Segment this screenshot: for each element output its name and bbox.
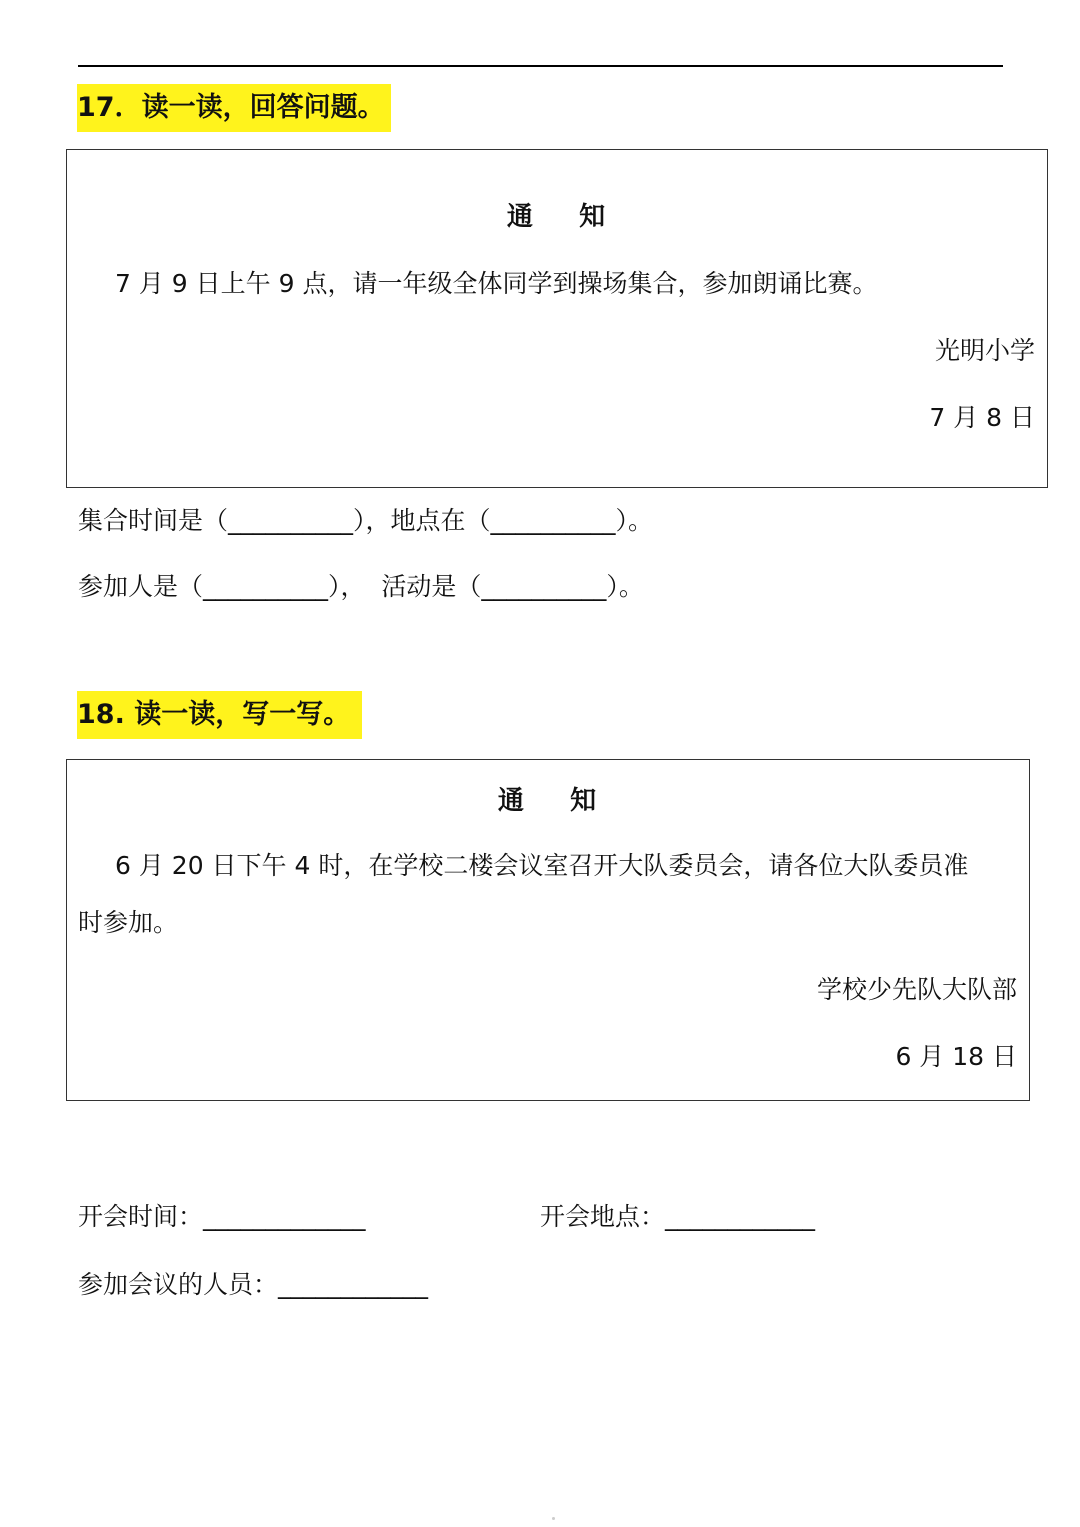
answer-meeting-people: 参加会议的人员：____________ bbox=[78, 1270, 429, 1299]
notice-heading: 通 知 bbox=[497, 786, 599, 816]
notice-date: 7 月 8 日 bbox=[929, 403, 1035, 432]
notice-signature: 光明小学 bbox=[934, 336, 1035, 365]
notice-signature: 学校少先队大队部 bbox=[816, 975, 1017, 1004]
notice-box-18 bbox=[66, 759, 1030, 1101]
answer-line-people-activity: 参加人是（__________）， 活动是（__________）。 bbox=[78, 572, 644, 601]
notice-box-17 bbox=[66, 149, 1048, 488]
notice-heading: 通 知 bbox=[506, 202, 608, 232]
page-dot bbox=[552, 1517, 555, 1520]
question-18-title: 18. 读一读，写一写。 bbox=[77, 691, 362, 739]
top-rule bbox=[78, 65, 1003, 67]
notice-body-line-2: 时参加。 bbox=[78, 908, 179, 937]
notice-body-line-1: 6 月 20 日下午 4 时，在学校二楼会议室召开大队委员会，请各位大队委员准 bbox=[115, 851, 969, 880]
answer-meeting-time: 开会时间：_____________ bbox=[78, 1202, 366, 1231]
notice-date: 6 月 18 日 bbox=[895, 1042, 1017, 1071]
notice-body: 7 月 9 日上午 9 点，请一年级全体同学到操场集合，参加朗诵比赛。 bbox=[115, 269, 878, 298]
answer-line-time-place: 集合时间是（__________），地点在（__________）。 bbox=[78, 506, 654, 535]
question-17-title: 17．读一读，回答问题。 bbox=[77, 84, 391, 132]
answer-meeting-place: 开会地点：____________ bbox=[540, 1202, 816, 1231]
